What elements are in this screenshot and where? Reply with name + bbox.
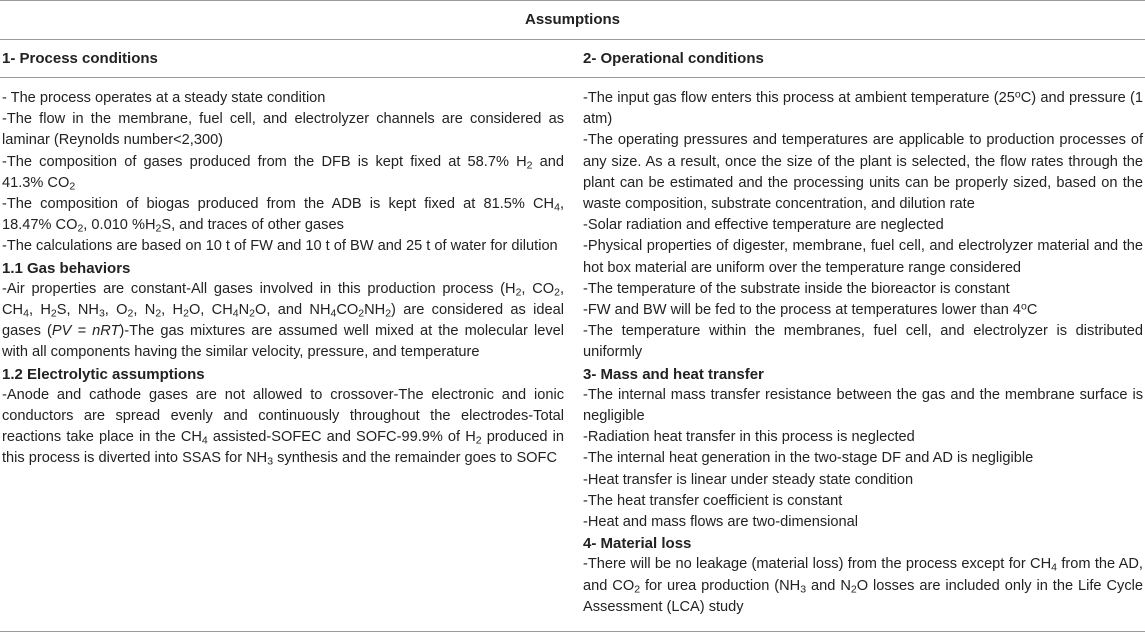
list-item: -The internal mass transfer resistance between the gas and the membrane surface is negligible <box>583 386 1143 425</box>
list-item: -Anode and cathode gases are not allowed to crossover-The electronic and ionic conductors are spread evenly and continuously throughout the electrodes-Total reactions take place in the $CH_4$ assisted-SOFEC and SOFC-99.9% of $H_2$ produced in this process is diverted into SSAS for $NH_3$ synthesis and the remainder goes to SOFC <box>2 386 565 469</box>
material-loss-subheading: 4- Material loss <box>583 535 692 553</box>
operational-conditions-heading: 2- Operational conditions <box>583 50 764 67</box>
list-item: -Air properties are constant-All gases involved in this production process ($H_2$, $CO_2$, $CH_4$, $H_2S$, $NH_3$, $O_2$, $N_2$, $H_2O$, $CH_4N_2O$, and $NH_4CO_2NH_2$) are considered as ideal gases (PV = nRT)-The gas mixtures are assumed well mixed at the molecular level with all components having the similar velocity, pressure, and temperature <box>2 280 565 361</box>
operational-conditions-column <box>583 88 1143 618</box>
list-item: -Solar radiation and effective temperature are neglected <box>583 217 944 234</box>
process-conditions-column <box>2 88 564 470</box>
mass-heat-transfer-subheading: 3- Mass and heat transfer <box>583 365 764 383</box>
list-item: -The internal heat generation in the two-stage DF and AD is negligible <box>583 450 1034 467</box>
list-item: -Heat transfer is linear under steady state condition <box>583 471 914 488</box>
list-item: -The composition of biogas produced from the ADB is kept fixed at 81.5% $CH_4$, 18.47% $CO_2$, 0.010 $\%H_2S$, and traces of other gases <box>2 196 564 235</box>
list-item: -FW and BW will be fed to the process at temperatures lower than 4$^o$C <box>583 300 1038 319</box>
table-bottom-rule <box>0 631 1145 632</box>
list-item: -The operating pressures and temperatures are applicable to production processes of any size. As a result, once the size of the plant is selected, the flow rates through the plant can be estimated and the processing units can be properly sized, based on the waste composition, substrate concentration, and dilution rate <box>583 132 1143 213</box>
list-item: - The process operates at a steady state condition <box>2 90 326 106</box>
title-rule <box>0 39 1145 40</box>
list-item: -The calculations are based on 10 t of FW and 10 t of BW and 25 t of water for dilution <box>2 238 558 255</box>
list-item: -The composition of gases produced from the DFB is kept fixed at 58.7% $H_2$ and 41.3% $CO_2$ <box>2 153 564 193</box>
list-item: -The temperature of the substrate inside the bioreactor is constant <box>583 280 1010 297</box>
list-item: -Heat and mass flows are two-dimensional <box>583 514 858 531</box>
heading-rule <box>0 77 1145 78</box>
electrolytic-assumptions-subheading: 1.2 Electrolytic assumptions <box>2 365 205 383</box>
list-item: -The input gas flow enters this process at ambient temperature (25$^o$C) and pressure (1 atm) <box>583 88 1143 128</box>
list-item: -The temperature within the membranes, fuel cell, and electrolyzer is distributed uniformly <box>583 323 1143 361</box>
list-item: -The heat transfer coefficient is constant <box>583 492 843 509</box>
list-item: -Radiation heat transfer in this process is neglected <box>583 429 915 446</box>
list-item: -The flow in the membrane, fuel cell, and electrolyzer channels are considered as laminar (Reynolds number<2,300) <box>2 111 564 149</box>
list-item: -Physical properties of digester, membrane, fuel cell, and electrolyzer material and the hot box material are uniform over the temperature range considered <box>583 238 1143 276</box>
gas-behaviors-subheading: 1.1 Gas behaviors <box>2 259 131 277</box>
process-conditions-heading: 1- Process conditions <box>2 50 158 67</box>
list-item: -There will be no leakage (material loss) from the process except for $CH_4$ from the AD, and $CO_2$ for urea production ($NH_3$ and $N_2O$ losses are included only in the Life Cycle Assessment (LCA) study <box>583 556 1143 615</box>
table-title: Assumptions <box>524 11 620 28</box>
